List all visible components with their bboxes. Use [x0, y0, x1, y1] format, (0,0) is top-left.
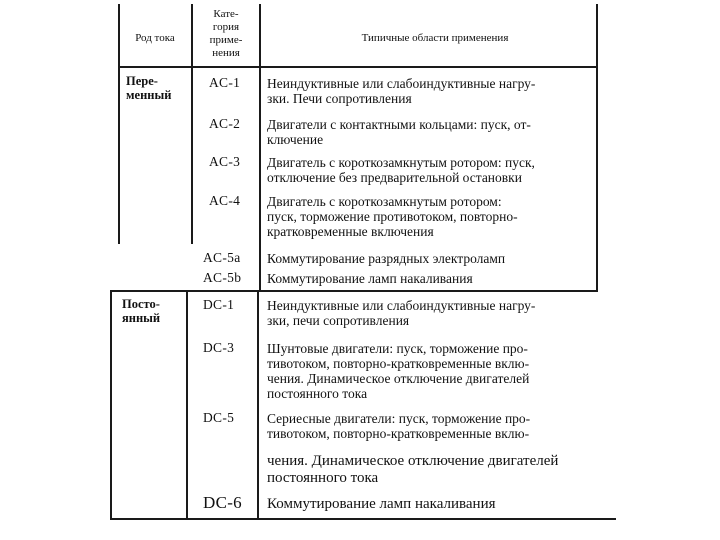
description-dc5: Сериесные двигатели: пуск, торможение про- тивотоком, повторно-кратковременные вклю- [267, 411, 531, 441]
header-bottom-rule [118, 66, 598, 68]
description-dc3: Шунтовые двигатели: пуск, торможение про- тивотоком, повторно-кратковременные вклю- чения. Динамическое отключение двигателей постоянного тока [267, 341, 530, 401]
category-ac5a: AC-5a [203, 250, 241, 265]
current-column-divider [191, 4, 193, 244]
category-ac1: AC-1 [209, 75, 241, 90]
table-right-border [596, 4, 598, 292]
description-dc1: Неиндуктивные или слабоиндуктивные нагру- зки, печи сопротивления [267, 298, 536, 328]
category-ac4: AC-4 [209, 193, 241, 208]
description-ac4: Двигатель с короткозамкнутым ротором: пуск, торможение противотоком, повторно- кратковременные включения [267, 194, 518, 239]
description-ac5b: Коммутирование ламп накаливания [267, 271, 473, 286]
description-dc6: Коммутирование ламп накаливания [267, 496, 496, 512]
table-left-border [118, 4, 120, 244]
category-dc5: DC-5 [203, 410, 235, 425]
description-dc5-continued: чения. Динамическое отключение двигателей постоянного тока [267, 453, 559, 486]
description-ac2: Двигатели с контактными кольцами: пуск, от- ключение [267, 117, 531, 147]
current-type-dc: Посто- янный [122, 297, 161, 325]
header-category: Кате- гория приме- нения [209, 8, 243, 59]
category-dc3: DC-3 [203, 340, 235, 355]
header-applications: Типичные области применения [361, 32, 509, 44]
current-column-divider-lower [186, 290, 188, 520]
header-current-type: Род тока [135, 32, 175, 44]
category-dc1: DC-1 [203, 297, 235, 312]
category-ac2: AC-2 [209, 116, 241, 131]
table-left-border-lower [110, 290, 112, 520]
category-dc6: DC-6 [203, 493, 242, 512]
description-ac3: Двигатель с короткозамкнутым ротором: пуск, отключение без предварительной остановки [267, 155, 535, 185]
category-ac3: AC-3 [209, 154, 241, 169]
section-divider-rule [110, 290, 598, 292]
table-bottom-rule [110, 518, 616, 520]
description-ac5a: Коммутирование разрядных электроламп [267, 251, 506, 266]
category-column-divider-lower [257, 290, 259, 520]
category-column-divider [259, 4, 261, 290]
current-type-ac: Пере- менный [126, 74, 172, 102]
description-ac1: Неиндуктивные или слабоиндуктивные нагру- зки. Печи сопротивления [267, 76, 536, 106]
category-ac5b: AC-5b [203, 270, 242, 285]
